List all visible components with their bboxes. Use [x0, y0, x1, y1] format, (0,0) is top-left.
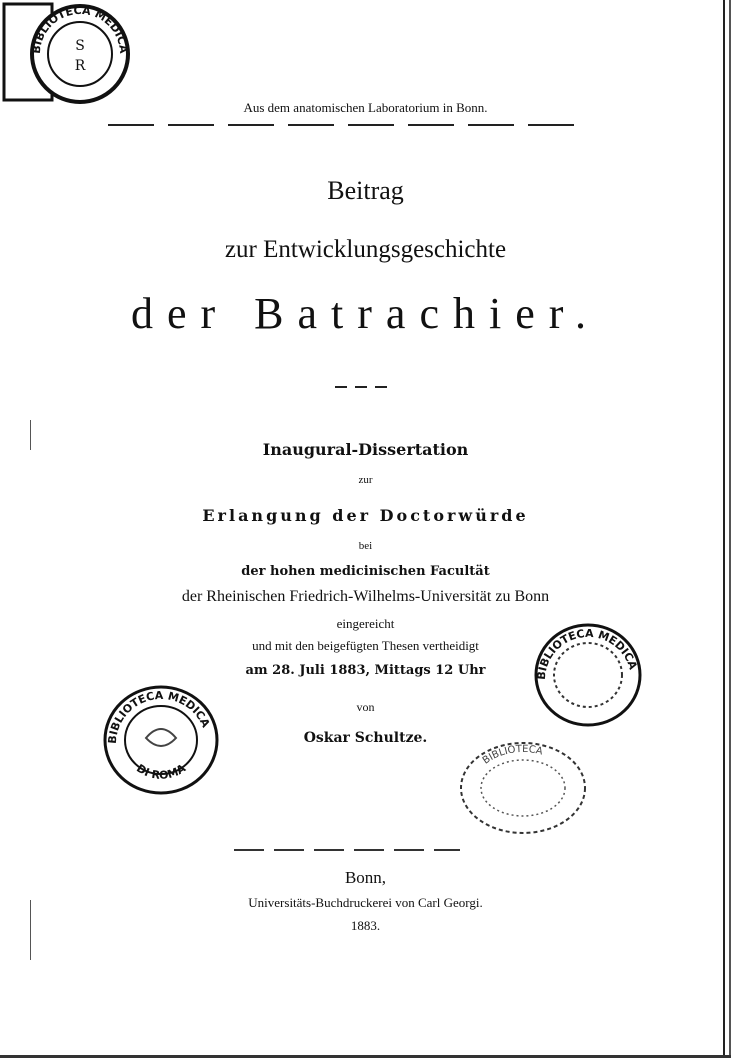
- word-eingereicht: eingereicht: [336, 616, 395, 631]
- rule-small: [335, 386, 395, 388]
- svg-text:DI ROMA: [134, 761, 188, 782]
- library-stamp-left: [102, 684, 220, 796]
- defended-line: und mit den beigefügten Thesen vertheidigt: [252, 638, 479, 653]
- svg-text:BIBLIOTECA MEDICA: [535, 627, 640, 680]
- faculty-line: der hohen medicinischen Facultät: [241, 564, 490, 579]
- library-stamp-right: [533, 622, 643, 728]
- rule-top: [108, 124, 584, 126]
- stamp-city-text: DI ROMA: [134, 761, 189, 783]
- word-bei: bei: [358, 540, 373, 552]
- library-stamp-oval: [458, 740, 588, 836]
- imprint-year: 1883.: [350, 918, 381, 933]
- title-line-3: der Batrachier.: [131, 289, 600, 338]
- stamp-text: BIBLIOTECA MEDICA: [29, 3, 131, 55]
- svg-text:R: R: [74, 58, 86, 74]
- imprint-city: Bonn,: [344, 868, 387, 887]
- library-stamp-top-left: [2, 2, 132, 106]
- author-name: Oskar Schultze.: [303, 730, 428, 746]
- stamp-text: BIBLIOTECA: [480, 743, 544, 767]
- imprint-printer: Universitäts-Buchdruckerei von Carl Georgi.: [248, 895, 483, 910]
- dissertation-type: Inaugural-Dissertation: [262, 440, 469, 459]
- svg-text:S: S: [75, 38, 85, 54]
- word-zur: zur: [358, 474, 373, 486]
- title-line-2: zur Entwicklungsgeschichte: [224, 236, 507, 263]
- stamp-text: BIBLIOTECA MEDICA: [105, 688, 213, 745]
- rule-bottom: [234, 849, 460, 851]
- university-line: der Rheinischen Friedrich-Wilhelms-Universität zu Bonn: [181, 588, 550, 605]
- date-line: am 28. Juli 1883, Mittags 12 Uhr: [245, 663, 486, 678]
- svg-text:BIBLIOTECA: [481, 744, 544, 767]
- word-von: von: [356, 700, 375, 714]
- laboratory-line: Aus dem anatomischen Laboratorium in Bonn.: [243, 100, 488, 115]
- purpose-line: Erlangung der Doctorwürde: [202, 506, 529, 525]
- stamp-text: BIBLIOTECA MEDICA: [534, 626, 640, 681]
- title-line-1: Beitrag: [327, 176, 404, 205]
